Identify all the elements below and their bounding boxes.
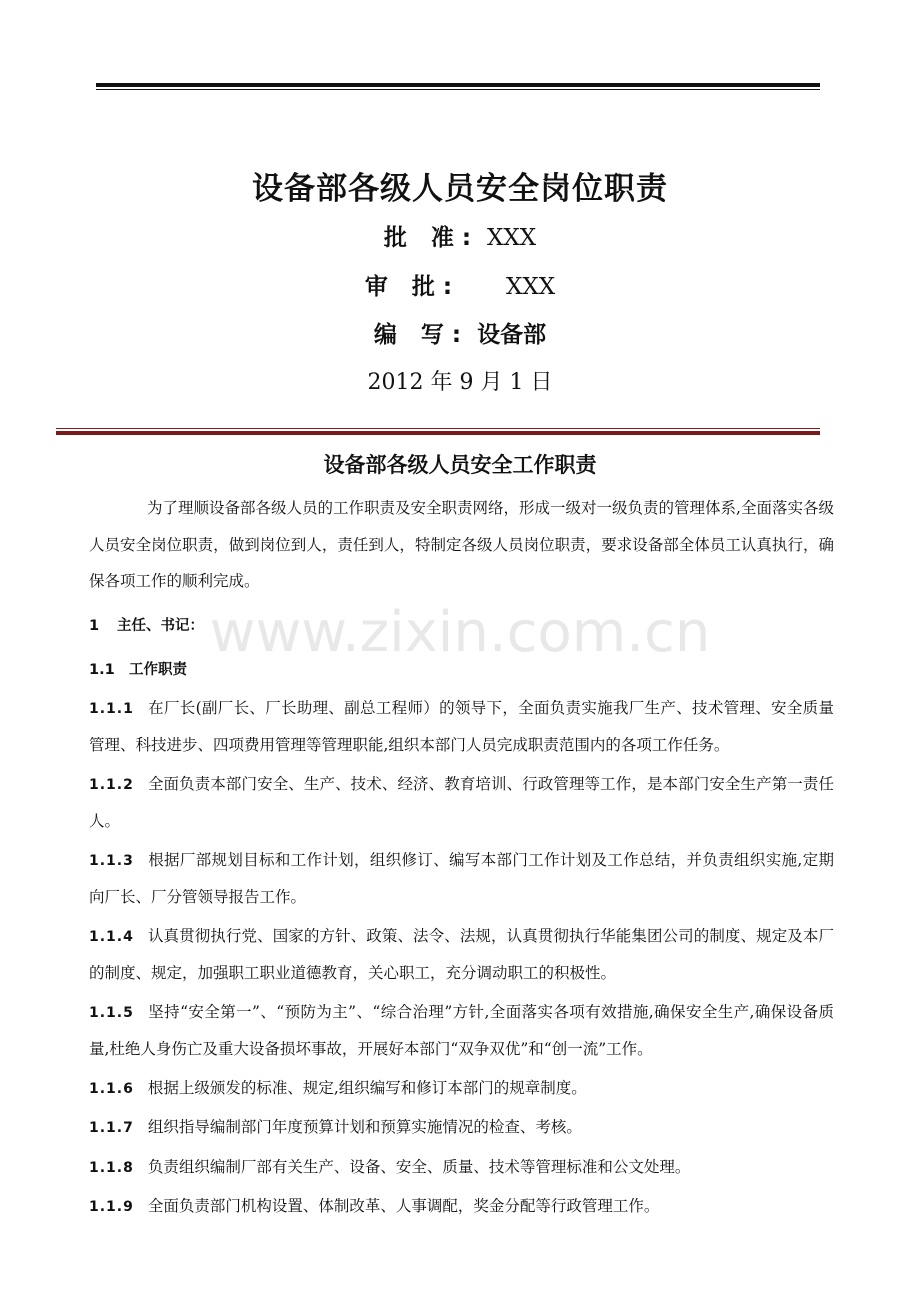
review-label: 审 批: (364, 274, 461, 300)
item-number: 1.1.8 (89, 1159, 134, 1176)
list-item (89, 766, 834, 840)
author-value: 设备部 (477, 322, 547, 348)
item-number: 1.1.6 (89, 1080, 134, 1097)
list-item (89, 1188, 834, 1226)
item-number: 1.1.2 (89, 776, 134, 793)
section-number: 1 (89, 617, 100, 634)
approve-label: 批 准: (383, 225, 480, 251)
section-divider-rule (56, 428, 820, 435)
document-date: 2012 年 9 月 1 日 (367, 370, 553, 395)
item-number: 1.1.4 (89, 928, 134, 945)
author-line (0, 316, 920, 349)
approve-line (0, 219, 920, 252)
list-item (89, 1070, 834, 1108)
item-text: 全面负责部门机构设置、体制改革、人事调配，奖金分配等行政管理工作。 (147, 1197, 660, 1215)
list-item (89, 918, 834, 992)
review-value: XXX (506, 274, 556, 300)
item-number: 1.1.7 (89, 1120, 134, 1136)
item-text: 组织指导编制部门年度预算计划和预算实施情况的检查、考核。 (147, 1118, 582, 1136)
item-text: 坚持“安全第一”、“预防为主”、“综合治理”方针,全面落实各项有效措施,确保安全生产,确保设备质量,杜绝人身伤亡及重大设备损坏事故，开展好本部门“双争双优”和“创一流”工作。 (89, 1002, 834, 1058)
item-number: 1.1.9 (89, 1199, 134, 1215)
section-label: 主任、书记： (117, 617, 204, 634)
document-body (89, 490, 834, 1226)
section-label: 工作职责 (129, 661, 187, 678)
section-number: 1.1 (89, 661, 115, 678)
approve-value: XXX (487, 225, 537, 251)
review-line (0, 268, 920, 301)
list-item (89, 994, 834, 1068)
intro-paragraph: 为了理顺设备部各级人员的工作职责及安全职责网络，形成一级对一级负责的管理体系,全面落实各级人员安全岗位职责，做到岗位到人，责任到人，特制定各级人员岗位职责，要求设备部全体员工认真执行，确保各项工作的顺利完成。 (89, 499, 834, 590)
section-heading-1-1 (89, 652, 834, 688)
item-text: 根据上级颁发的标准、规定,组织编写和修订本部门的规章制度。 (147, 1078, 587, 1097)
item-number: 1.1.5 (89, 1004, 134, 1021)
item-text: 认真贯彻执行党、国家的方针、政策、法令、法规，认真贯彻执行华能集团公司的制度、规定及本厂的制度、规定，加强职工职业道德教育，关心职工，充分调动职工的积极性。 (89, 926, 834, 982)
section-title: 设备部各级人员安全工作职责 (323, 453, 597, 477)
document-title: 设备部各级人员安全岗位职责 (252, 171, 668, 207)
section-heading-1 (89, 608, 834, 644)
list-item (89, 842, 834, 916)
item-text: 根据厂部规划目标和工作计划，组织修订、编写本部门工作计划及工作总结，并负责组织实施,定期向厂长、厂分管领导报告工作。 (89, 850, 834, 906)
watermark: www.zixin.com.cn (209, 600, 711, 665)
header-double-rule (96, 83, 820, 90)
item-text: 负责组织编制厂部有关生产、设备、安全、质量、技术等管理标准和公文处理。 (147, 1157, 691, 1176)
list-item (89, 1149, 834, 1187)
item-text: 在厂长(副厂长、厂长助理、副总工程师）的领导下，全面负责实施我厂生产、技术管理、安全质量管理、科技进步、四项费用管理等管理职能,组织本部门人员完成职责范围内的各项工作任务。 (89, 698, 834, 754)
item-text: 全面负责本部门安全、生产、技术、经济、教育培训、行政管理等工作，是本部门安全生产第一责任人。 (89, 774, 834, 830)
list-item (89, 1109, 834, 1147)
list-item (89, 690, 834, 764)
item-number: 1.1.1 (89, 700, 134, 717)
item-number: 1.1.3 (89, 852, 134, 869)
author-label: 编 写: (373, 322, 470, 348)
